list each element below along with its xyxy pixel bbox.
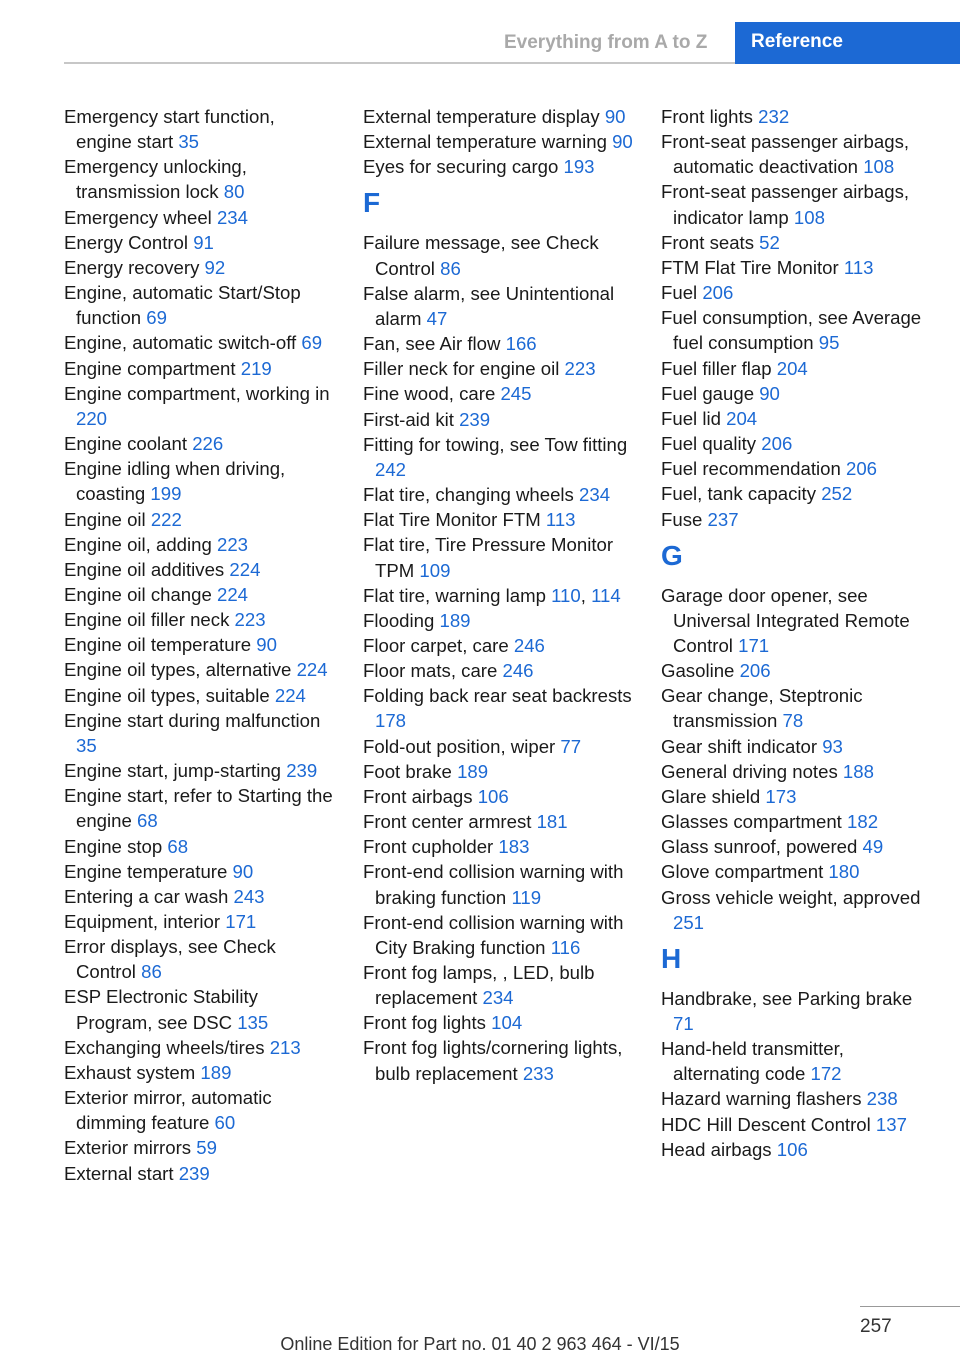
index-entry [64,255,334,280]
index-entry [363,230,633,280]
index-entry [363,759,633,784]
index-entry [64,507,334,532]
index-entry [661,406,933,431]
index-entry [661,481,933,506]
page-reference-link[interactable]: 90 [232,860,254,882]
index-entry [661,305,933,355]
index-entry [363,381,633,406]
page-reference-link[interactable]: 171 [225,911,257,932]
index-entry-term: Engine oil additives [64,558,230,580]
index-entry [661,859,933,884]
index-entry-term: Engine oil change [64,583,217,605]
index-entry-term: Front-end collision warning with braking function [363,861,624,908]
page-reference-link[interactable]: 246 [513,634,545,656]
index-entry-term: HDC Hill Descent Control [661,1113,876,1135]
page-reference-link[interactable]: 95 [818,332,840,354]
index-entry-term: ESP Electronic Stability Program, see DSC [64,986,258,1033]
index-entry [64,708,334,758]
index-entry-term: Engine start, refer to Starting the engine [64,785,333,832]
index-entry [363,658,633,683]
index-entry [64,909,334,934]
index-entry-term: Emergency start function, engine start [64,106,275,153]
index-entry-term: Engine oil temperature [64,634,257,656]
index-entry: Flat tire, warning lamp 110, 114 [363,584,621,606]
index-entry [661,456,933,481]
index-entry-term: Flat tire, warning lamp [363,584,552,606]
index-entry [64,456,334,506]
index-entry [363,104,633,129]
index-entry-term: Front center armrest [363,811,537,833]
index-entry [363,784,633,809]
index-entry [661,230,933,255]
page-reference-link[interactable]: 172 [810,1063,842,1085]
index-entry [64,205,334,230]
page-reference-link[interactable]: 77 [560,735,582,757]
index-entry [661,104,933,129]
index-column-2 [363,104,633,1086]
page-reference-link[interactable]: 60 [214,1112,236,1134]
page-reference-link[interactable]: 189 [200,1061,232,1083]
index-entry [64,1085,334,1135]
index-entry-term: Engine oil filler neck [64,609,235,631]
index-entry-term: FTM Flat Tire Monitor [661,256,844,278]
index-entry [363,432,633,482]
index-entry [363,281,633,331]
page-reference-link[interactable]: 206 [846,458,878,480]
index-entry [64,1135,334,1160]
page-reference-link[interactable]: 90 [612,131,633,153]
page-reference-link[interactable]: 86 [141,961,162,983]
page-reference-link[interactable]: 93 [822,735,843,757]
page-reference-link[interactable]: 204 [776,357,808,379]
page-reference-link[interactable]: 223 [234,609,266,631]
page-reference-link[interactable]: 59 [196,1137,217,1159]
index-entry-term: Glare shield [661,785,766,807]
index-entry [363,507,633,532]
index-entry-term: Fuel recommendation [661,458,846,480]
index-entry-term: Fold-out position, wiper [363,735,561,757]
index-entry [64,984,334,1034]
page-reference-link[interactable]: 183 [498,836,530,858]
index-entry-term: Fuel lid [661,407,727,429]
page-reference-link[interactable]: 119 [511,886,542,908]
index-entry [661,179,933,229]
index-entry [363,331,633,356]
index-entry-term: Error displays, see Check Control [64,936,276,983]
index-entry [363,482,633,507]
index-entry-term: External temperature warning [363,131,613,153]
index-entry-term: First-aid kit [363,408,460,430]
page-reference-link[interactable]: 69 [146,307,167,329]
index-entry-term: Glove compartment [661,861,829,883]
page-reference-link[interactable]: 106 [477,785,509,807]
page-reference-link[interactable]: 239 [459,408,491,430]
page-reference-link[interactable]: 243 [233,885,265,907]
index-entry [64,934,334,984]
index-entry-term: Gross vehicle weight, approved [661,886,921,908]
index-entry [64,884,334,909]
index-entry [661,507,933,532]
index-entry-term: Fuel quality [661,433,762,455]
index-entry [661,583,933,658]
index-entry [64,104,334,154]
footer-rule [860,1306,960,1307]
index-entry [64,758,334,783]
index-entry-term: Engine, automatic Start/Stop function [64,282,301,329]
page-reference-link[interactable]: 239 [178,1162,210,1184]
page-reference-link[interactable]: 224 [296,659,328,681]
page-reference-link[interactable]: 47 [426,307,448,329]
index-entry [64,1060,334,1085]
index-entry [661,1137,933,1162]
index-entry [661,658,933,683]
page-reference-link[interactable]: 90 [604,106,626,127]
index-entry [64,657,334,682]
index-entry-term: Front-end collision warning with City Braking function [363,911,624,958]
index-entry [661,683,933,733]
index-entry-term: Head airbags [661,1138,777,1160]
index-entry-term: Fuse [661,508,708,530]
index-entry [64,356,334,381]
page-reference-link[interactable]: 206 [761,433,793,455]
page-reference-link[interactable]: 109 [419,559,451,581]
index-entry [661,1086,933,1111]
index-letter-heading: F [363,187,381,219]
index-entry-term: Energy recovery [64,256,205,278]
index-entry-term: False alarm, see Unintentional alarm [363,282,615,329]
index-entry [363,734,633,759]
page-reference-link[interactable]: 220 [76,407,108,429]
index-entry [363,1035,633,1085]
index-entry [363,834,633,859]
index-entry [363,129,633,154]
page-reference-link[interactable]: 189 [457,760,489,782]
index-entry-term: Fuel filler flap [661,357,777,379]
index-entry [363,532,633,582]
page-reference-link[interactable]: 252 [821,483,853,505]
index-entry [363,154,633,179]
page-reference-link[interactable]: 69 [301,332,323,354]
index-letter-heading: H [661,942,682,974]
index-entry [661,129,933,179]
index-entry [661,759,933,784]
page-reference-link[interactable]: 113 [545,509,576,531]
index-entry-term: Floor mats, care [363,660,503,682]
index-entry-term: Flat tire, changing wheels [363,484,580,506]
index-entry-term: Handbrake, see Parking brake [661,987,913,1009]
page-reference-link[interactable]: 238 [866,1088,898,1110]
index-entry [661,381,933,406]
index-entry-term: Gear shift indicator [661,735,823,757]
index-entry [64,1035,334,1060]
index-entry [64,230,334,255]
page-reference-link[interactable]: 71 [673,1013,694,1034]
index-entry [661,885,933,935]
page-reference-link[interactable]: 91 [193,231,214,253]
index-entry [363,407,633,432]
index-letter-heading: G [661,539,683,571]
index-entry-term: External temperature display [363,106,605,127]
page-reference-link[interactable]: 213 [269,1036,301,1058]
index-entry-term: Fuel consumption, see Average fuel consumption [661,307,922,354]
index-entry-term: Fan, see Air flow [363,333,506,355]
index-entry-term: Exchanging wheels/tires [64,1036,270,1058]
index-entry-term: Flat tire, Tire Pressure Monitor TPM [363,534,614,581]
index-entry [363,683,633,733]
page-reference-link[interactable]: 113 [843,256,874,278]
index-entry [64,783,334,833]
index-entry [64,154,334,204]
page-reference-link[interactable]: 251 [673,911,705,933]
index-entry-term: Front seats [661,231,760,253]
index-entry-term: Engine compartment, working in [64,382,330,404]
index-entry [64,1161,334,1186]
index-entry-term: Engine temperature [64,860,233,882]
index-entry [64,834,334,859]
index-entry [64,859,334,884]
index-entry [64,431,334,456]
index-entry [64,330,334,355]
index-entry [64,532,334,557]
section-title: Everything from A to Z [504,32,708,53]
page-reference-link[interactable]: 52 [759,231,780,253]
page-reference-link[interactable]: 233 [522,1062,554,1084]
index-entry [661,809,933,834]
chapter-tab[interactable]: Reference [735,22,960,64]
page-reference-link[interactable]: 49 [862,836,884,858]
index-entry [363,633,633,658]
page-reference-link[interactable]: 108 [863,156,895,178]
index-entry-term: Engine start during malfunction [64,709,321,731]
index-entry-term: Front fog lamps, , LED, bulb replacement [363,962,595,1009]
page-reference-link[interactable]: 86 [440,257,461,279]
index-entry-term: Engine stop [64,835,168,857]
index-entry-term: Foot brake [363,760,458,782]
index-entry-term: Fuel [661,282,703,304]
page-reference-link[interactable]: 137 [875,1113,907,1135]
index-entry-term: Flat Tire Monitor FTM [363,509,546,531]
index-entry-term: Front fog lights/cornering lights, bulb replacement [363,1037,623,1084]
index-entry-term: Front airbags [363,785,478,807]
index-entry [64,557,334,582]
index-column-1 [64,104,334,1186]
index-entry-term: Hand-held transmitter, alternating code [661,1038,844,1085]
index-entry-term: Engine oil types, suitable [64,684,275,706]
page-reference-link[interactable]: 188 [842,760,874,782]
index-entry [661,734,933,759]
page-reference-link[interactable]: 178 [375,710,407,732]
page-reference-link[interactable]: 104 [491,1012,523,1034]
index-entry-term: Engine, automatic switch-off [64,332,302,354]
page-reference-link[interactable]: 108 [793,206,825,228]
index-entry-term: Engine idling when driving, coasting [64,458,286,505]
index-entry-term: Front cupholder [363,836,499,858]
page-reference-link[interactable]: 223 [217,533,249,555]
page-reference-link[interactable]: 135 [237,1011,269,1033]
page-reference-link[interactable]: 106 [776,1138,808,1160]
index-entry-term: Front-seat passenger airbags, indicator lamp [661,181,910,228]
page-reference-link[interactable]: 206 [739,660,771,682]
page-reference-link[interactable]: 92 [204,256,226,278]
page-reference-link[interactable]: 181 [536,811,568,833]
index-entry [363,1010,633,1035]
index-entry-term: Floor carpet, care [363,634,514,656]
index-entry [363,859,633,909]
footer-edition-text: Online Edition for Part no. 01 40 2 963 464 - VI/15 [280,1334,680,1354]
index-entry-term: Front lights [661,106,759,127]
page-reference-link[interactable]: 114 [591,584,621,606]
index-entry-term: Front-seat passenger airbags, automatic deactivation [661,131,910,178]
index-entry-term: Energy Control [64,231,194,253]
index-entry-term: Failure message, see Check Control [363,232,599,279]
index-entry-term: Engine start, jump-starting [64,760,287,782]
page-reference-link[interactable]: 246 [502,660,534,682]
index-entry-term: Exhaust system [64,1061,201,1083]
page-reference-link[interactable]: 232 [758,106,790,127]
index-entry [661,431,933,456]
index-entry [363,960,633,1010]
page-reference-link[interactable]: 193 [563,156,595,178]
index-entry-term: Filler neck for engine oil [363,358,565,380]
index-entry [64,582,334,607]
page-reference-link[interactable]: 116 [550,936,581,958]
index-entry-term: Emergency unlocking, transmission lock [64,156,247,203]
index-entry-term: Glass sunroof, powered [661,836,863,858]
page-reference-link[interactable]: 173 [765,785,797,807]
page-reference-link[interactable]: 226 [192,433,224,455]
index-entry-term: Entering a car wash [64,885,234,907]
index-entry-term: Glasses compartment [661,811,848,833]
page-reference-link[interactable]: 68 [137,810,158,832]
page-reference-link[interactable]: 35 [76,734,97,756]
index-entry-term: Fuel, tank capacity [661,483,822,505]
index-entry [661,986,933,1036]
index-entry-term: Fine wood, care [363,383,501,405]
page-reference-link[interactable]: 242 [375,458,407,480]
index-entry-term: Flooding [363,609,440,631]
index-entry-term: Eyes for securing cargo [363,156,564,178]
index-entry-term: Folding back rear seat backrests [363,685,632,707]
index-entry [661,1036,933,1086]
index-entry [64,280,334,330]
index-entry [661,280,933,305]
page-reference-link[interactable]: 90 [759,382,780,404]
index-entry [661,1112,933,1137]
index-entry-term: Exterior mirror, automatic dimming feature [64,1087,272,1134]
page-reference-link[interactable]: 110 [551,584,581,606]
page-reference-link[interactable]: 222 [150,508,182,530]
index-entry [64,632,334,657]
index-entry-term: Fuel gauge [661,382,760,404]
page-reference-link[interactable]: 78 [782,710,804,732]
index-entry [661,784,933,809]
index-entry-term: Gasoline [661,660,740,682]
page-reference-link[interactable]: 189 [439,609,471,631]
page-reference-link[interactable]: 171 [738,634,770,656]
index-entry [64,381,334,431]
index-entry [363,809,633,834]
index-entry-term: Exterior mirrors [64,1137,197,1159]
index-entry-term: Engine coolant [64,433,193,455]
index-entry [363,910,633,960]
page-reference-link[interactable]: 234 [216,206,248,228]
index-entry [661,356,933,381]
page-reference-link[interactable]: 166 [505,333,537,355]
index-entry [363,356,633,381]
index-entry-term: Engine oil types, alternative [64,659,297,681]
page-reference-link[interactable]: 206 [702,282,734,304]
page-reference-link[interactable]: 224 [229,558,261,580]
page-number: 257 [860,1316,892,1337]
page-reference-link[interactable]: 219 [240,357,272,379]
index-entry-term: Engine compartment [64,357,241,379]
page-reference-link[interactable]: 68 [167,835,189,857]
index-entry-term: External start [64,1162,179,1184]
page-reference-link[interactable]: 199 [150,483,182,505]
index-entry-term: Garage door opener, see Universal Integrated Remote Control [661,584,910,656]
index-entry-term: General driving notes [661,760,843,782]
index-entry-term: Equipment, interior [64,911,226,932]
page-reference-link[interactable]: 180 [828,861,860,883]
page-reference-link[interactable]: 224 [217,583,249,605]
page-reference-link[interactable]: 80 [223,181,245,203]
index-entry-term: Gear change, Steptronic transmission [661,685,863,732]
index-entry-term: Hazard warning flashers [661,1088,867,1110]
index-entry-term: Emergency wheel [64,206,217,228]
page-reference-link[interactable]: 237 [707,508,739,530]
page-reference-link[interactable]: 35 [178,131,200,153]
index-entry [661,255,933,280]
page-reference-link[interactable]: 204 [726,407,758,429]
index-entry [64,607,334,632]
page-reference-link[interactable]: 182 [847,811,879,833]
index-entry [363,608,633,633]
index-entry-term: Engine oil [64,508,151,530]
index-entry [64,683,334,708]
index-entry-term: Front fog lights [363,1012,492,1034]
page-reference-link[interactable]: 245 [500,383,532,405]
page-reference-link[interactable]: 90 [256,634,277,656]
index-column-3 [661,104,933,1162]
page-reference-link[interactable]: 234 [482,987,514,1009]
index-entry-term: Fitting for towing, see Tow fitting [363,433,628,455]
index-entry-term: Engine oil, adding [64,533,217,555]
page-reference-link[interactable]: 223 [564,358,596,380]
page-reference-link[interactable]: 234 [579,484,611,506]
page-reference-link[interactable]: 239 [286,760,318,782]
index-entry [661,834,933,859]
page-reference-link[interactable]: 224 [274,684,306,706]
